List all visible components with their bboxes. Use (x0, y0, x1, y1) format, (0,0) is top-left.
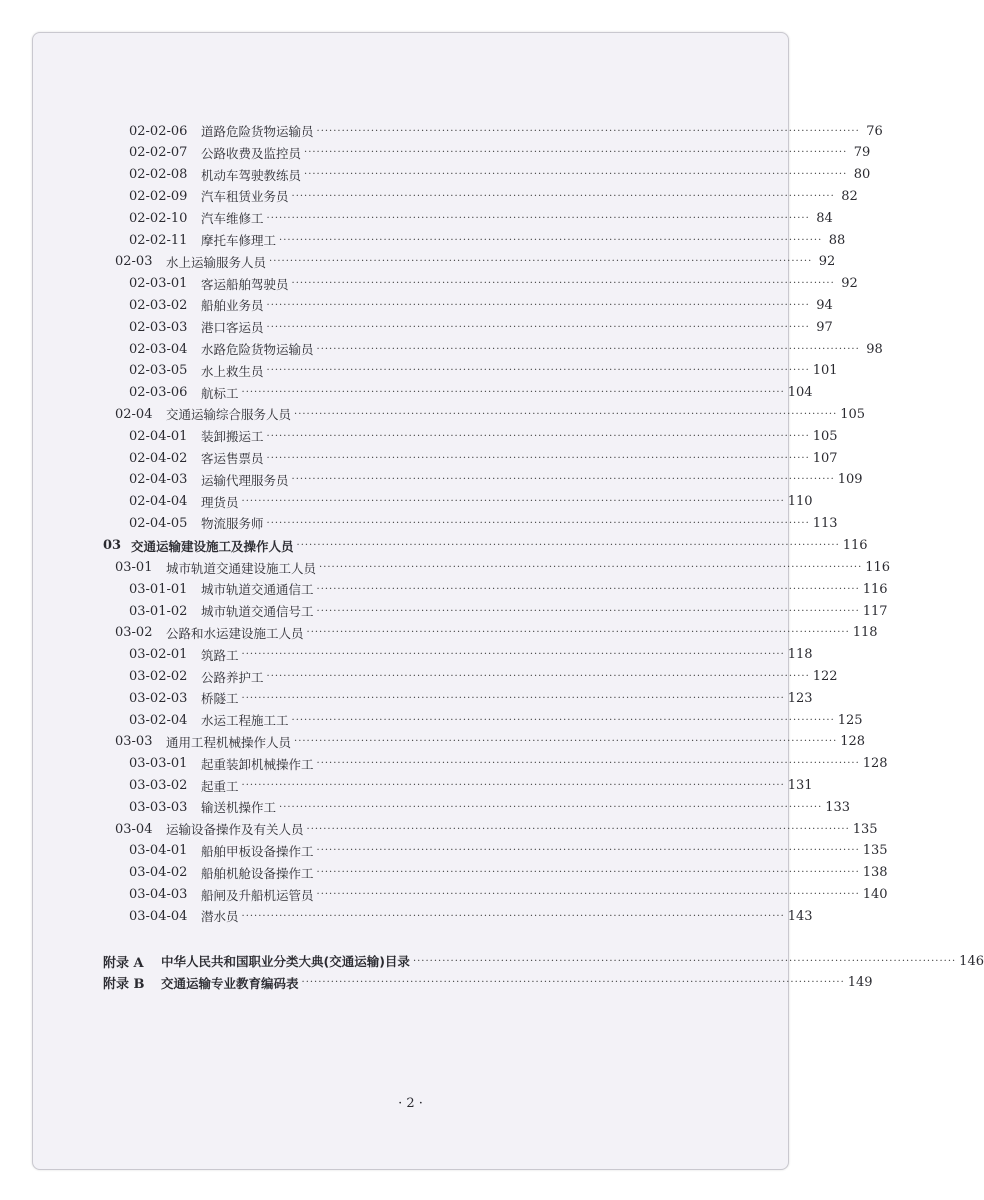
toc-entry-page: 94 (816, 297, 833, 313)
toc-entry-title: 桥隧工 (201, 691, 239, 707)
toc-entry-code: 02-02-09 (129, 188, 188, 204)
toc-entry-page: 92 (841, 276, 858, 292)
toc-entry-body (201, 318, 833, 336)
toc-entry[interactable] (33, 688, 813, 708)
toc-entry-body (201, 384, 813, 402)
toc-entry-code: 02-03-03 (129, 319, 188, 335)
toc-entry-title: 理货员 (201, 494, 239, 510)
toc-entry-page: 122 (812, 669, 838, 684)
toc-entry-body (201, 842, 888, 860)
toc-entry-body (201, 864, 888, 882)
dot-leader: ·································································································································· (412, 955, 957, 967)
toc-entry-body (201, 602, 888, 620)
toc-entry-code: 02-02-07 (129, 145, 188, 161)
toc-entry-page: 149 (847, 975, 873, 991)
toc-entry-code: 02-02-10 (129, 210, 188, 226)
toc-entry-title: 汽车租赁业务员 (201, 189, 289, 205)
toc-entry-code: 02-03 (115, 254, 153, 270)
toc-entry-title: 起重装卸机械操作工 (201, 756, 314, 772)
dot-leader: ·································································································································· (316, 758, 860, 770)
toc-entry[interactable] (33, 230, 846, 250)
dot-leader: ·································································································································· (266, 321, 810, 333)
toc-entry-body (166, 559, 891, 577)
dot-leader: ·································································································································· (294, 408, 838, 420)
toc-entry[interactable] (33, 710, 863, 730)
toc-entry-body (131, 537, 868, 555)
toc-entry-code: 03-03-03 (129, 799, 188, 815)
toc-entry-title: 船舶业务员 (201, 298, 264, 314)
toc-entry-title: 物流服务师 (201, 516, 264, 532)
toc-entry[interactable] (33, 601, 888, 621)
dot-leader: ·································································································································· (301, 977, 845, 989)
toc-entry-code: 02-03-02 (129, 297, 188, 313)
toc-entry[interactable] (33, 579, 888, 599)
toc-entry-code: 03-04 (115, 821, 153, 837)
toc-entry-page: 84 (816, 210, 833, 226)
toc-entry-title: 船闸及升船机运管员 (201, 887, 314, 903)
toc-entry-page: 113 (812, 515, 838, 531)
toc-entry-page: 128 (840, 734, 866, 750)
toc-entry-code: 02-03-04 (129, 341, 188, 357)
toc-entry-body (161, 974, 873, 992)
toc-entry-body (201, 777, 813, 795)
toc-entry-page: 105 (840, 406, 866, 422)
dot-leader: ·································································································································· (294, 736, 838, 748)
toc-entry-title: 水上运输服务人员 (166, 254, 267, 270)
dot-leader: ·································································································································· (291, 474, 835, 486)
dot-leader: ·································································································································· (266, 517, 810, 529)
toc-entry-title: 城市轨道交通通信工 (201, 582, 314, 598)
toc-entry-title: 交通运输建设施工及操作人员 (131, 538, 294, 554)
toc-entry-page: 118 (787, 647, 813, 663)
dot-leader: ·································································································································· (241, 387, 785, 399)
toc-entry[interactable] (33, 667, 838, 687)
toc-entry-page: 107 (812, 450, 838, 466)
dot-leader: ·································································································································· (279, 801, 823, 813)
toc-entry[interactable] (33, 732, 866, 752)
dot-leader: ·································································································································· (306, 627, 850, 639)
toc-entry-page: 125 (837, 712, 863, 728)
dot-leader: ·································································································································· (241, 649, 785, 661)
toc-entry-title: 起重工 (201, 778, 239, 794)
dot-leader: ·································································································································· (241, 496, 785, 508)
toc-entry-page: 76 (866, 123, 883, 139)
toc-entry-code: 附录 B (103, 977, 145, 993)
toc-entry-code: 03-04-02 (129, 865, 188, 881)
dot-leader: ·································································································································· (279, 234, 823, 246)
toc-entry[interactable] (33, 623, 878, 643)
toc-entry-page: 131 (787, 778, 813, 793)
toc-entry-page: 101 (812, 363, 838, 379)
toc-entry[interactable] (33, 274, 858, 294)
toc-entry-title: 装卸搬运工 (201, 429, 264, 445)
toc-entry[interactable] (33, 404, 866, 424)
toc-entry-body (201, 231, 846, 249)
toc-entry[interactable] (33, 906, 813, 926)
toc-entry-code: 03-02-02 (129, 669, 188, 684)
toc-entry-title: 公路养护工 (201, 669, 264, 685)
toc-entry-page: 146 (959, 953, 984, 969)
toc-entry-title: 航标工 (201, 385, 239, 401)
toc-entry-page: 110 (787, 494, 813, 510)
toc-entry[interactable] (33, 536, 868, 556)
dot-leader: ·································································································································· (304, 147, 848, 159)
toc-entry-code: 03 (103, 538, 122, 554)
toc-entry-code: 02-04-04 (129, 494, 188, 510)
toc-entry-title: 摩托车修理工 (201, 233, 277, 248)
toc-entry[interactable] (33, 863, 888, 883)
toc-entry-title: 客运船舶驾驶员 (201, 276, 289, 292)
toc-entry[interactable] (33, 558, 891, 578)
toc-entry[interactable] (33, 951, 984, 971)
toc-entry-page: 133 (825, 799, 851, 815)
toc-entry-body (166, 820, 878, 838)
toc-entry-body (201, 580, 888, 598)
toc-entry[interactable] (33, 361, 838, 381)
toc-entry-title: 客运售票员 (201, 451, 264, 466)
toc-entry[interactable] (33, 513, 838, 533)
toc-entry-page: 109 (837, 472, 863, 488)
toc-entry[interactable] (33, 121, 883, 141)
toc-entry-code: 02-04-01 (129, 428, 188, 444)
toc-entry[interactable] (33, 754, 888, 774)
toc-entry-title: 公路和水运建设施工人员 (166, 625, 304, 641)
dot-leader: ·································································································································· (291, 714, 835, 726)
toc-entry-page: 135 (862, 843, 888, 859)
toc-entry-title: 潜水员 (201, 909, 239, 925)
toc-entry-body (201, 668, 838, 686)
toc-entry-body (166, 733, 866, 751)
toc-entry-body (201, 514, 838, 532)
toc-entry-code: 02-02-06 (129, 123, 188, 139)
toc-entry[interactable] (33, 143, 871, 163)
toc-entry-title: 道路危险货物运输员 (201, 124, 314, 139)
toc-entry[interactable] (33, 252, 836, 272)
dot-leader: ·································································································································· (241, 780, 785, 791)
toc-entry-code: 03-04-03 (129, 887, 188, 902)
dot-leader: ·································································································································· (266, 299, 810, 311)
toc-entry-code: 02-03-06 (129, 385, 188, 401)
toc-entry-title: 输送机操作工 (201, 800, 277, 816)
toc-entry-body (166, 405, 866, 423)
toc-entry-body (166, 253, 836, 271)
toc-entry-page: 105 (812, 428, 838, 444)
toc-entry-page: 118 (852, 625, 878, 641)
toc-entry[interactable] (33, 645, 813, 665)
toc-entry-code: 03-03 (115, 734, 153, 750)
toc-entry[interactable] (33, 797, 851, 817)
toc-entry-body (201, 362, 838, 380)
toc-entry-body (201, 187, 858, 205)
toc-entry-title: 交通运输专业教育编码表 (161, 975, 299, 991)
toc-entry-body (201, 755, 888, 773)
toc-entry[interactable] (33, 841, 888, 861)
dot-leader: ·································································································································· (241, 692, 785, 704)
page-number: · 2 · (398, 1096, 423, 1111)
toc-entry-page: 117 (862, 603, 888, 619)
toc-entry-code: 03-02-01 (129, 647, 188, 663)
toc-entry-code: 03-02 (115, 625, 153, 641)
toc-entry-body (201, 209, 833, 227)
dot-leader: ·································································································································· (304, 169, 848, 181)
toc-entry-title: 船舶甲板设备操作工 (201, 843, 314, 859)
toc-entry[interactable] (33, 819, 878, 839)
toc-entry[interactable] (33, 885, 888, 905)
toc-entry-title: 水上救生员 (201, 363, 264, 379)
document-page (32, 32, 984, 1170)
toc-entry-title: 城市轨道交通建设施工人员 (166, 560, 317, 576)
toc-entry-body (201, 340, 883, 358)
toc-entry-body (201, 122, 883, 140)
dot-leader: ·································································································································· (316, 343, 860, 355)
toc-entry-body (201, 166, 871, 184)
dot-leader: ·································································································································· (266, 452, 810, 464)
toc-entry-title: 交通运输综合服务人员 (166, 407, 292, 423)
dot-leader: ·································································································································· (316, 125, 860, 137)
toc-entry[interactable] (33, 165, 871, 185)
toc-entry[interactable] (33, 317, 833, 337)
toc-entry[interactable] (33, 208, 833, 228)
toc-entry-body (201, 296, 833, 314)
toc-entry-code: 03-01-01 (129, 581, 188, 597)
toc-entry-title: 运输设备操作及有关人员 (166, 822, 304, 838)
toc-entry-title: 机动车驾驶教练员 (201, 167, 302, 183)
toc-entry-code: 02-03-05 (129, 363, 188, 379)
toc-entry-body (201, 493, 813, 511)
toc-entry-page: 97 (816, 319, 833, 335)
toc-entry-code: 02-04-02 (129, 450, 188, 466)
toc-entry-body (201, 798, 851, 816)
dot-leader: ·································································································································· (316, 889, 860, 900)
toc-entry-page: 140 (862, 887, 888, 902)
toc-entry[interactable] (33, 339, 883, 359)
dot-leader: ·································································································································· (316, 583, 860, 595)
toc-entry-code: 03-02-03 (129, 690, 188, 706)
toc-entry[interactable] (33, 776, 813, 796)
toc-entry-title: 船舶机舱设备操作工 (201, 865, 314, 881)
toc-entry[interactable] (33, 470, 863, 490)
toc-entry-page: 143 (787, 908, 813, 924)
dot-leader: ·································································································································· (266, 212, 810, 224)
toc-entry-page: 82 (841, 188, 858, 204)
dot-leader: ·································································································································· (266, 365, 810, 377)
toc-entry[interactable] (33, 492, 813, 512)
toc-entry-title: 通用工程机械操作人员 (166, 734, 292, 750)
toc-entry-title: 水运工程施工工 (201, 713, 289, 729)
toc-entry-page: 116 (865, 560, 891, 575)
toc-entry-title: 运输代理服务员 (201, 472, 289, 488)
toc-entry-code: 03-02-04 (129, 712, 188, 728)
toc-entry[interactable] (33, 295, 833, 315)
dot-leader: ·································································································································· (319, 562, 863, 573)
toc-entry-page: 88 (828, 232, 846, 248)
toc-entry-body (201, 711, 863, 729)
toc-entry[interactable] (33, 448, 838, 468)
toc-entry-body (161, 952, 984, 970)
dot-leader: ·································································································································· (269, 256, 813, 268)
toc-entry-body (201, 646, 813, 664)
toc-entry-page: 128 (862, 756, 888, 772)
toc-entry-title: 城市轨道交通信号工 (201, 604, 314, 620)
toc-entry-body (201, 907, 813, 925)
toc-entry-code: 02-04-03 (129, 472, 188, 488)
toc-entry-page: 123 (787, 690, 813, 706)
toc-entry-page: 135 (852, 821, 878, 837)
toc-entry-code: 03-04-04 (129, 908, 188, 924)
toc-entry-code: 03-01-02 (129, 603, 188, 619)
dot-leader: ·································································································································· (291, 278, 835, 290)
toc-entry[interactable] (33, 186, 858, 206)
toc-entry-code: 02-02-11 (129, 232, 188, 248)
toc-entry-page: 116 (862, 581, 888, 597)
toc-entry-page: 80 (853, 167, 871, 183)
toc-entry-title: 水路危险货物运输员 (201, 342, 314, 357)
toc-entry-body (201, 689, 813, 707)
dot-leader: ·································································································································· (316, 867, 860, 879)
toc-entry-page: 116 (842, 538, 868, 554)
toc-entry-code: 03-04-01 (129, 843, 188, 859)
toc-entry-page: 98 (866, 341, 883, 357)
dot-leader: ·································································································································· (291, 190, 835, 202)
toc-entry-title: 中华人民共和国职业分类大典(交通运输)目录 (161, 954, 410, 970)
toc-entry-body (166, 624, 878, 642)
toc-entry-body (201, 449, 838, 467)
dot-leader: ·································································································································· (316, 605, 860, 617)
dot-leader: ·································································································································· (296, 540, 840, 552)
toc-entry-title: 筑路工 (201, 647, 239, 663)
toc-entry[interactable] (33, 973, 873, 993)
toc-entry-body (201, 886, 888, 904)
dot-leader: ·································································································································· (266, 671, 810, 682)
toc-entry-page: 79 (853, 145, 871, 161)
toc-entry-code: 03-03-01 (129, 756, 188, 772)
toc-entry-code: 02-04 (115, 406, 153, 422)
dot-leader: ·································································································································· (266, 430, 810, 442)
toc-entry-body (201, 144, 871, 162)
dot-leader: ·································································································································· (316, 845, 860, 857)
dot-leader: ·································································································································· (306, 823, 850, 835)
toc-entry-title: 港口客运员 (201, 320, 264, 336)
toc-entry-body (201, 427, 838, 445)
dot-leader: ·································································································································· (241, 910, 785, 922)
toc-entry-body (201, 471, 863, 489)
toc-entry-code: 附录 A (103, 955, 144, 971)
toc-entry-code: 02-02-08 (129, 167, 188, 183)
toc-entry-title: 公路收费及监控员 (201, 145, 302, 161)
toc-entry-page: 104 (787, 385, 813, 401)
toc-entry-body (201, 275, 858, 293)
toc-entry-page: 92 (818, 254, 836, 270)
toc-entry-title: 汽车维修工 (201, 211, 264, 227)
toc-entry-code: 03-01 (115, 560, 153, 575)
toc-entry-code: 02-03-01 (129, 276, 188, 292)
toc-entry-code: 02-04-05 (129, 515, 188, 531)
toc-entry-code: 03-03-02 (129, 778, 188, 793)
toc-entry-page: 138 (862, 865, 888, 881)
toc-entry[interactable] (33, 383, 813, 403)
toc-entry[interactable] (33, 426, 838, 446)
